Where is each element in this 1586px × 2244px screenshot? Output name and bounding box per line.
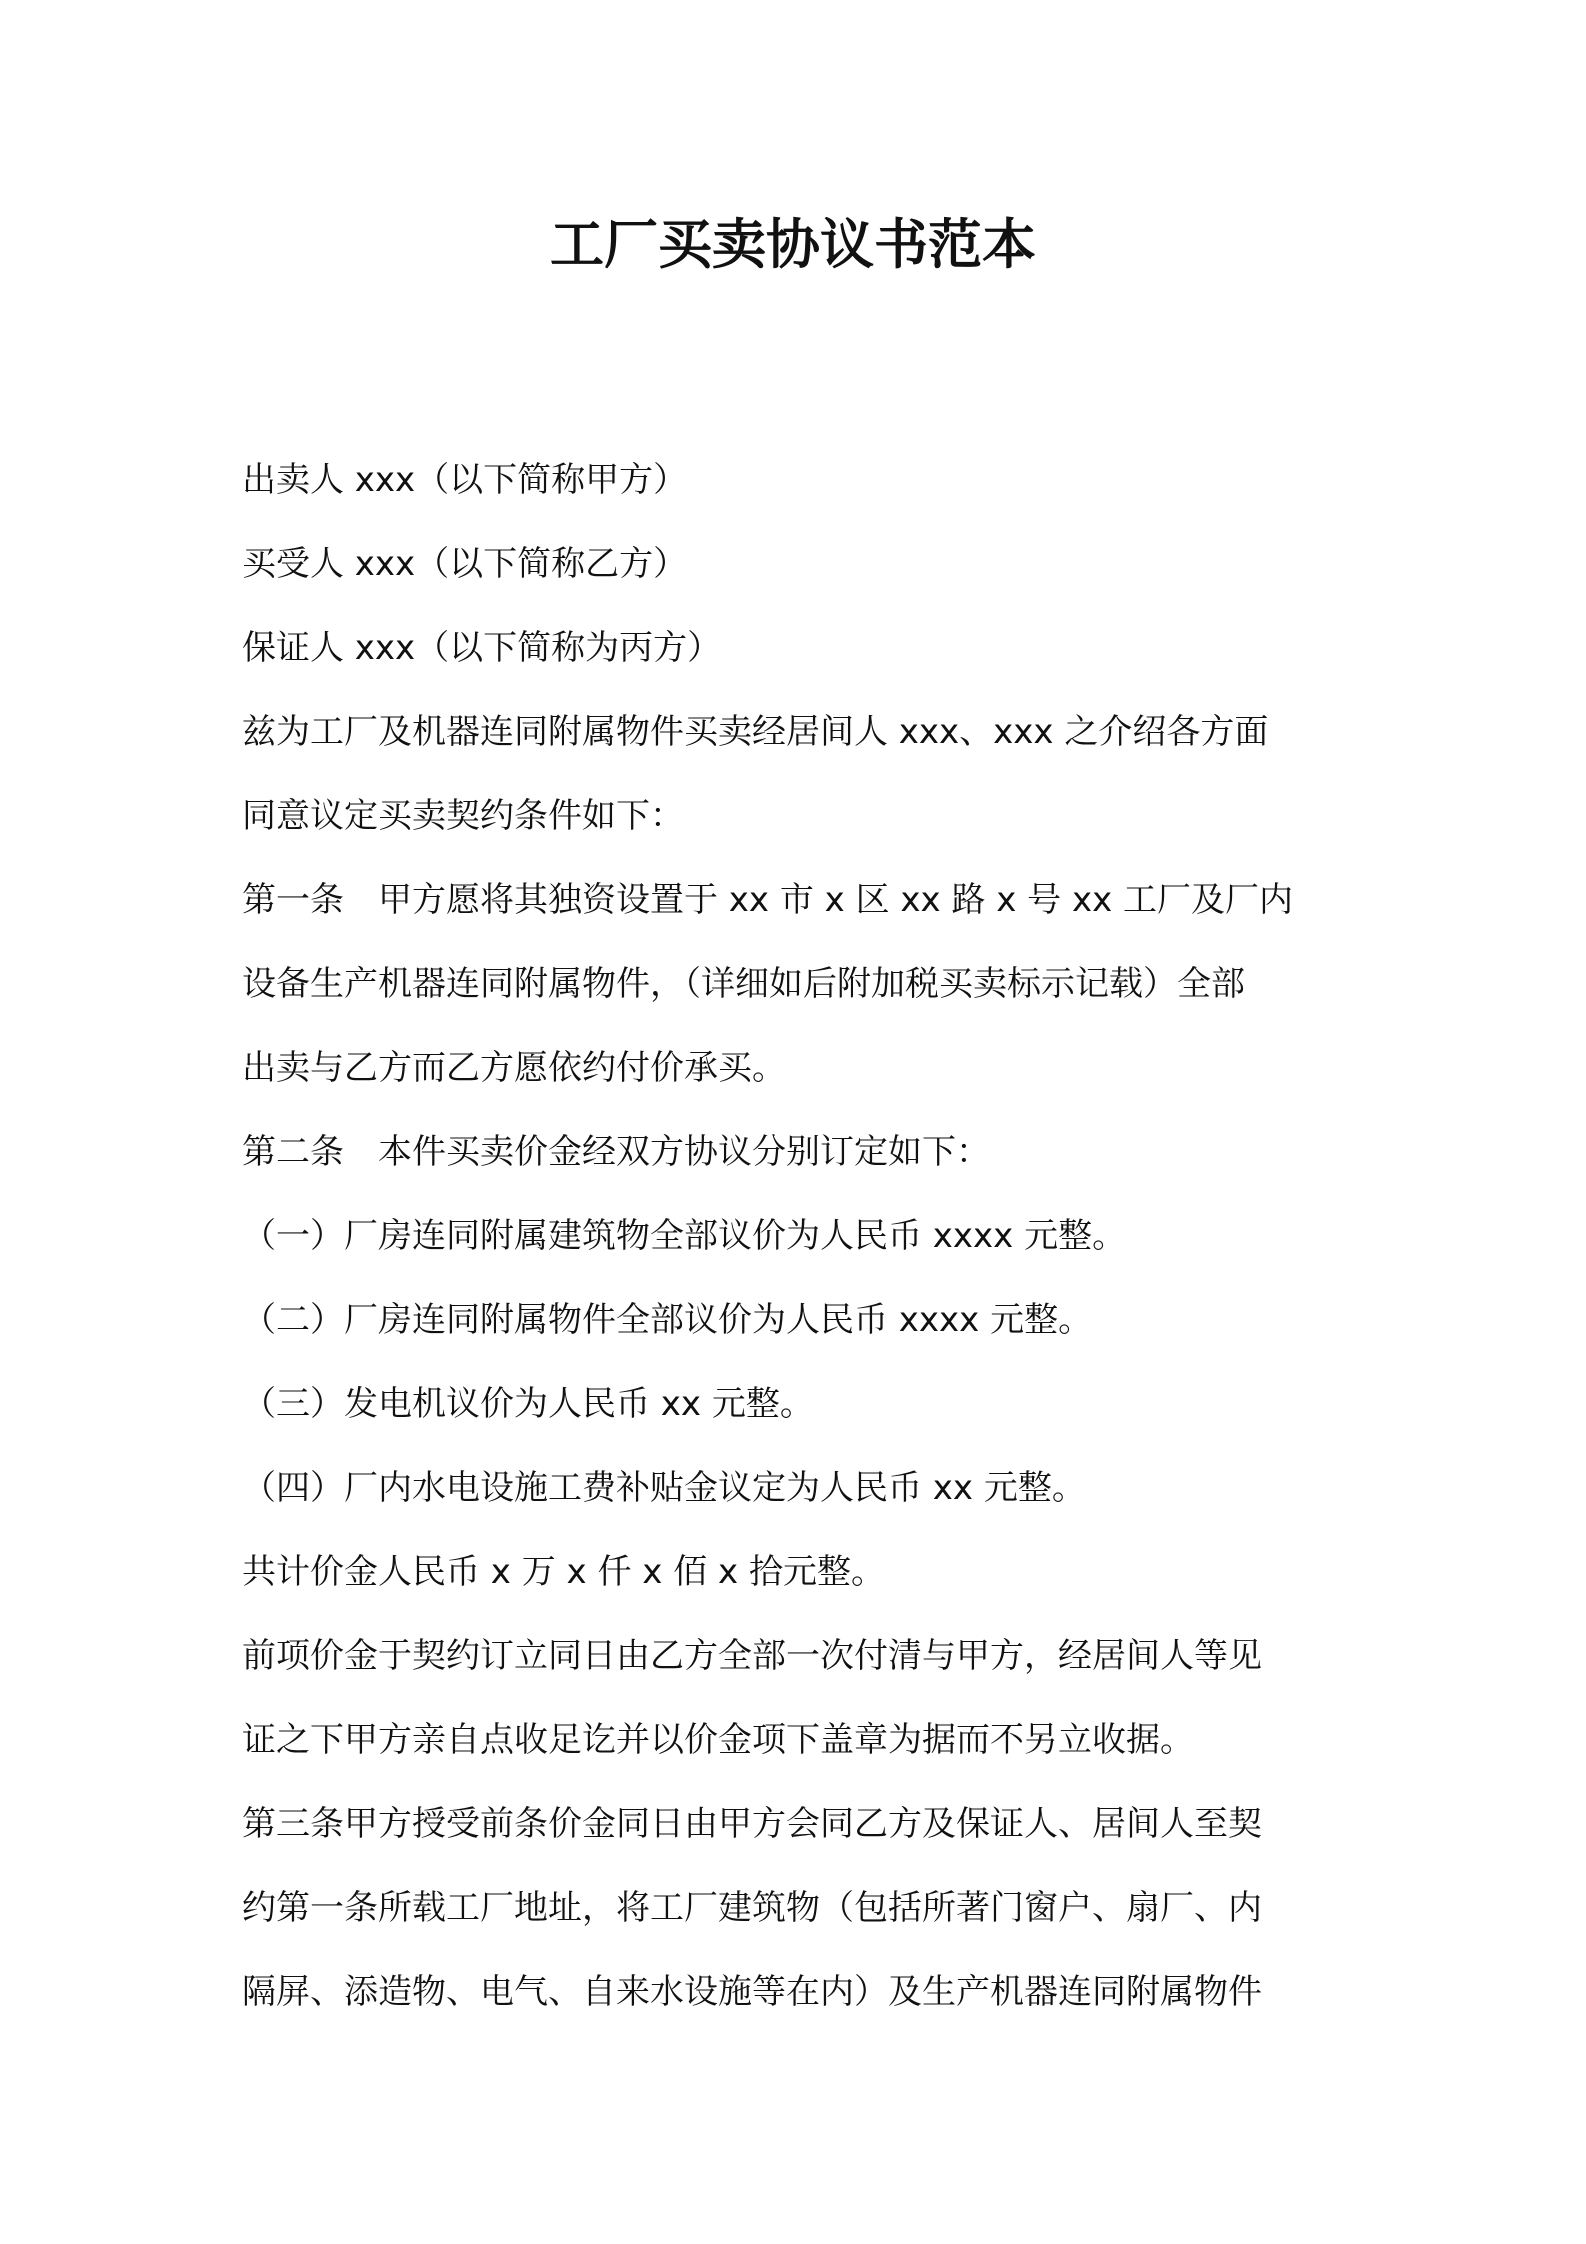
text-line: 证之下甲方亲自点收足讫并以价金项下盖章为据而不另立收据。 — [242, 1720, 1194, 1760]
document-body — [242, 438, 1362, 2034]
text-line: （四）厂内水电设施工费补贴金议定为人民币 xx 元整。 — [242, 1468, 1086, 1508]
text-line: 出卖与乙方而乙方愿依约付价承买。 — [242, 1048, 786, 1088]
text-line: （一）厂房连同附属建筑物全部议价为人民币 xxxx 元整。 — [242, 1216, 1127, 1256]
text-line: 第三条甲方授受前条价金同日由甲方会同乙方及保证人、居间人至契 — [242, 1804, 1262, 1844]
text-line: 第一条 甲方愿将其独资设置于 xx 市 x 区 xx 路 x 号 xx 工厂及厂内 — [242, 880, 1294, 920]
text-line: 出卖人 xxx（以下简称甲方） — [242, 460, 688, 500]
text-line: 隔屏、添造物、电气、自来水设施等在内）及生产机器连同附属物件 — [242, 1972, 1262, 2012]
text-line: 保证人 xxx（以下简称为丙方） — [242, 628, 722, 668]
document-title: 工厂买卖协议书范本 — [550, 213, 1036, 276]
text-line: 买受人 xxx（以下简称乙方） — [242, 544, 688, 584]
text-line: 前项价金于契约订立同日由乙方全部一次付清与甲方，经居间人等见 — [242, 1636, 1262, 1676]
text-line: 第二条 本件买卖价金经双方协议分别订定如下： — [242, 1132, 990, 1172]
text-line: 约第一条所载工厂地址，将工厂建筑物（包括所著门窗户、扇厂、内 — [242, 1888, 1262, 1928]
text-line: 同意议定买卖契约条件如下： — [242, 796, 684, 836]
text-line: 共计价金人民币 x 万 x 仟 x 佰 x 拾元整。 — [242, 1552, 885, 1592]
text-line: 设备生产机器连同附属物件，（详细如后附加税买卖标示记载）全部 — [242, 964, 1245, 1004]
text-line: （三）发电机议价为人民币 xx 元整。 — [242, 1384, 814, 1424]
text-line: （二）厂房连同附属物件全部议价为人民币 xxxx 元整。 — [242, 1300, 1093, 1340]
text-line: 兹为工厂及机器连同附属物件买卖经居间人 xxx、xxx 之介绍各方面 — [242, 712, 1269, 752]
